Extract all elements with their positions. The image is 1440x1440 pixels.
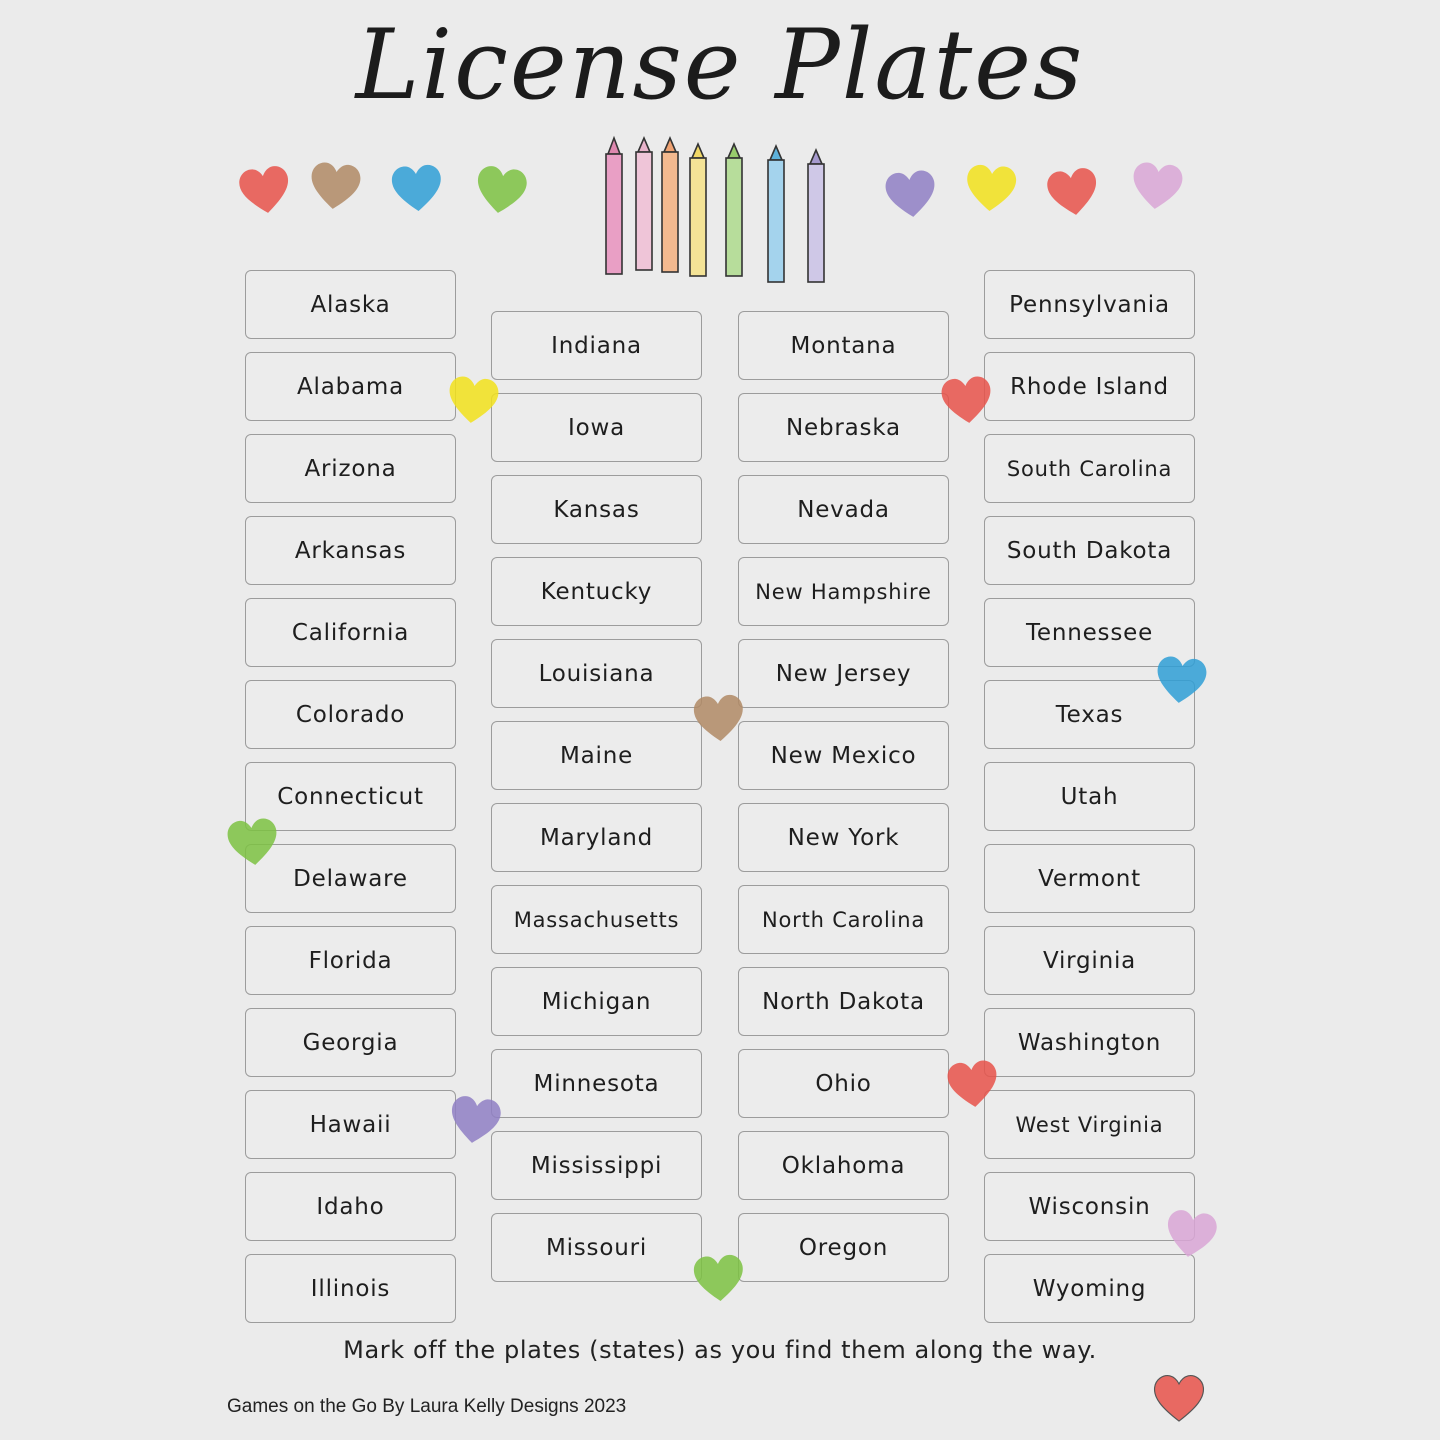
plate-georgia[interactable] — [245, 1008, 456, 1077]
plate-kentucky[interactable] — [491, 557, 702, 626]
heart-icon — [386, 158, 448, 220]
plate-hawaii[interactable] — [245, 1090, 456, 1159]
plate-missouri[interactable] — [491, 1213, 702, 1282]
plate-virginia[interactable] — [984, 926, 1195, 995]
plate-west-virginia[interactable] — [984, 1090, 1195, 1159]
plate-ohio[interactable] — [738, 1049, 949, 1118]
plate-label: Massachusetts — [513, 907, 680, 932]
plate-label: Illinois — [310, 1275, 391, 1302]
plate-label: Alaska — [310, 291, 391, 318]
plate-arkansas[interactable] — [245, 516, 456, 585]
heart-icon — [303, 155, 367, 219]
heart-icon — [1149, 649, 1213, 713]
heart-icon — [232, 158, 298, 224]
plate-alaska[interactable] — [245, 270, 456, 339]
plate-washington[interactable] — [984, 1008, 1195, 1077]
plate-label: Washington — [1017, 1029, 1162, 1056]
plate-label: Maine — [559, 742, 634, 769]
crayon-yellow — [690, 144, 706, 276]
heart-icon — [941, 1053, 1005, 1117]
page-title: License Plates — [355, 9, 1085, 121]
plate-michigan[interactable] — [491, 967, 702, 1036]
plate-label: Florida — [308, 947, 393, 974]
plate-label: Connecticut — [277, 783, 424, 810]
heart-icon — [960, 158, 1022, 220]
heart-icon — [441, 369, 505, 433]
plate-illinois[interactable] — [245, 1254, 456, 1323]
plate-label: Hawaii — [309, 1111, 392, 1138]
crayon-orange — [662, 138, 678, 272]
heart-icon — [688, 688, 750, 750]
heart-icon — [442, 1088, 508, 1154]
plate-label: Indiana — [551, 332, 642, 359]
heart-icon — [688, 1248, 750, 1310]
plate-label: West Virginia — [1015, 1112, 1164, 1137]
plate-arizona[interactable] — [245, 434, 456, 503]
footer-credit: Games on the Go By Laura Kelly Designs 2023 — [227, 1396, 627, 1417]
crayon-green — [726, 144, 742, 276]
plate-label: Louisiana — [538, 660, 655, 687]
plate-florida[interactable] — [245, 926, 456, 995]
plate-label: Wyoming — [1032, 1275, 1147, 1302]
plate-label: Arizona — [304, 455, 397, 482]
heart-icon — [1158, 1202, 1224, 1268]
plate-maine[interactable] — [491, 721, 702, 790]
plate-rhode-island[interactable] — [984, 352, 1195, 421]
plate-label: Texas — [1055, 701, 1124, 728]
heart-icon — [1125, 155, 1189, 219]
plate-label: Idaho — [316, 1193, 385, 1220]
plate-north-carolina[interactable] — [738, 885, 949, 954]
plate-label: Tennessee — [1025, 619, 1154, 646]
plate-label: South Carolina — [1006, 456, 1173, 481]
plate-label: Mississippi — [530, 1152, 663, 1179]
plate-label: Kentucky — [540, 578, 653, 605]
plate-label: Montana — [790, 332, 897, 359]
plate-utah[interactable] — [984, 762, 1195, 831]
plate-label: Alabama — [296, 373, 404, 400]
crayon-light-pink — [636, 138, 652, 270]
plate-oklahoma[interactable] — [738, 1131, 949, 1200]
plate-label: Nevada — [797, 496, 890, 523]
plate-idaho[interactable] — [245, 1172, 456, 1241]
plate-new-hampshire[interactable] — [738, 557, 949, 626]
heart-icon — [1040, 160, 1106, 226]
plate-label: Missouri — [545, 1234, 648, 1261]
plate-label: Pennsylvania — [1009, 291, 1170, 318]
plate-nebraska[interactable] — [738, 393, 949, 462]
plate-label: New Hampshire — [755, 579, 932, 604]
plate-mississippi[interactable] — [491, 1131, 702, 1200]
plate-kansas[interactable] — [491, 475, 702, 544]
plate-indiana[interactable] — [491, 311, 702, 380]
plate-label: Michigan — [541, 988, 652, 1015]
plate-label: Oklahoma — [781, 1152, 906, 1179]
heart-icon — [879, 163, 943, 227]
plate-north-dakota[interactable] — [738, 967, 949, 1036]
plate-new-mexico[interactable] — [738, 721, 949, 790]
plate-south-carolina[interactable] — [984, 434, 1195, 503]
plate-label: Rhode Island — [1010, 373, 1169, 400]
instruction-text: Mark off the plates (states) as you find them along the way. — [343, 1336, 1097, 1364]
plate-label: Kansas — [553, 496, 640, 523]
plate-louisiana[interactable] — [491, 639, 702, 708]
plate-label: Utah — [1060, 783, 1119, 810]
plate-label: Nebraska — [786, 414, 901, 441]
crayon-blue — [768, 146, 784, 282]
plate-minnesota[interactable] — [491, 1049, 702, 1118]
plate-label: New Jersey — [775, 660, 912, 687]
plate-nevada[interactable] — [738, 475, 949, 544]
plate-label: Georgia — [302, 1029, 399, 1056]
plate-new-jersey[interactable] — [738, 639, 949, 708]
plate-alabama[interactable] — [245, 352, 456, 421]
crayons-illustration — [598, 134, 838, 286]
heart-icon — [935, 369, 999, 433]
plate-iowa[interactable] — [491, 393, 702, 462]
plate-label: Ohio — [815, 1070, 872, 1097]
plate-label: New Mexico — [770, 742, 917, 769]
plate-label: Virginia — [1042, 947, 1137, 974]
plate-label: Maryland — [539, 824, 654, 851]
plate-label: Iowa — [568, 414, 625, 441]
plate-massachusetts[interactable] — [491, 885, 702, 954]
crayon-purple — [808, 150, 824, 282]
plate-label: Vermont — [1038, 865, 1141, 892]
plate-label: Wisconsin — [1028, 1193, 1151, 1220]
crayon-pink — [606, 138, 622, 274]
plate-south-dakota[interactable] — [984, 516, 1195, 585]
plate-label: Colorado — [295, 701, 406, 728]
plate-montana[interactable] — [738, 311, 949, 380]
plate-label: Delaware — [293, 865, 408, 892]
plate-vermont[interactable] — [984, 844, 1195, 913]
plate-new-york[interactable] — [738, 803, 949, 872]
plate-label: Arkansas — [294, 537, 407, 564]
heart-icon — [221, 811, 285, 875]
plate-label: South Dakota — [1006, 537, 1173, 564]
plate-wyoming[interactable] — [984, 1254, 1195, 1323]
plate-pennsylvania[interactable] — [984, 270, 1195, 339]
heart-icon — [1150, 1370, 1208, 1428]
plate-label: Oregon — [798, 1234, 889, 1261]
plate-label: North Dakota — [762, 988, 925, 1015]
plate-california[interactable] — [245, 598, 456, 667]
plate-label: North Carolina — [761, 907, 925, 932]
plate-oregon[interactable] — [738, 1213, 949, 1282]
plate-label: California — [291, 619, 410, 646]
plate-colorado[interactable] — [245, 680, 456, 749]
plate-label: Minnesota — [533, 1070, 660, 1097]
heart-icon — [468, 158, 534, 224]
plate-label: New York — [787, 824, 900, 851]
plate-maryland[interactable] — [491, 803, 702, 872]
